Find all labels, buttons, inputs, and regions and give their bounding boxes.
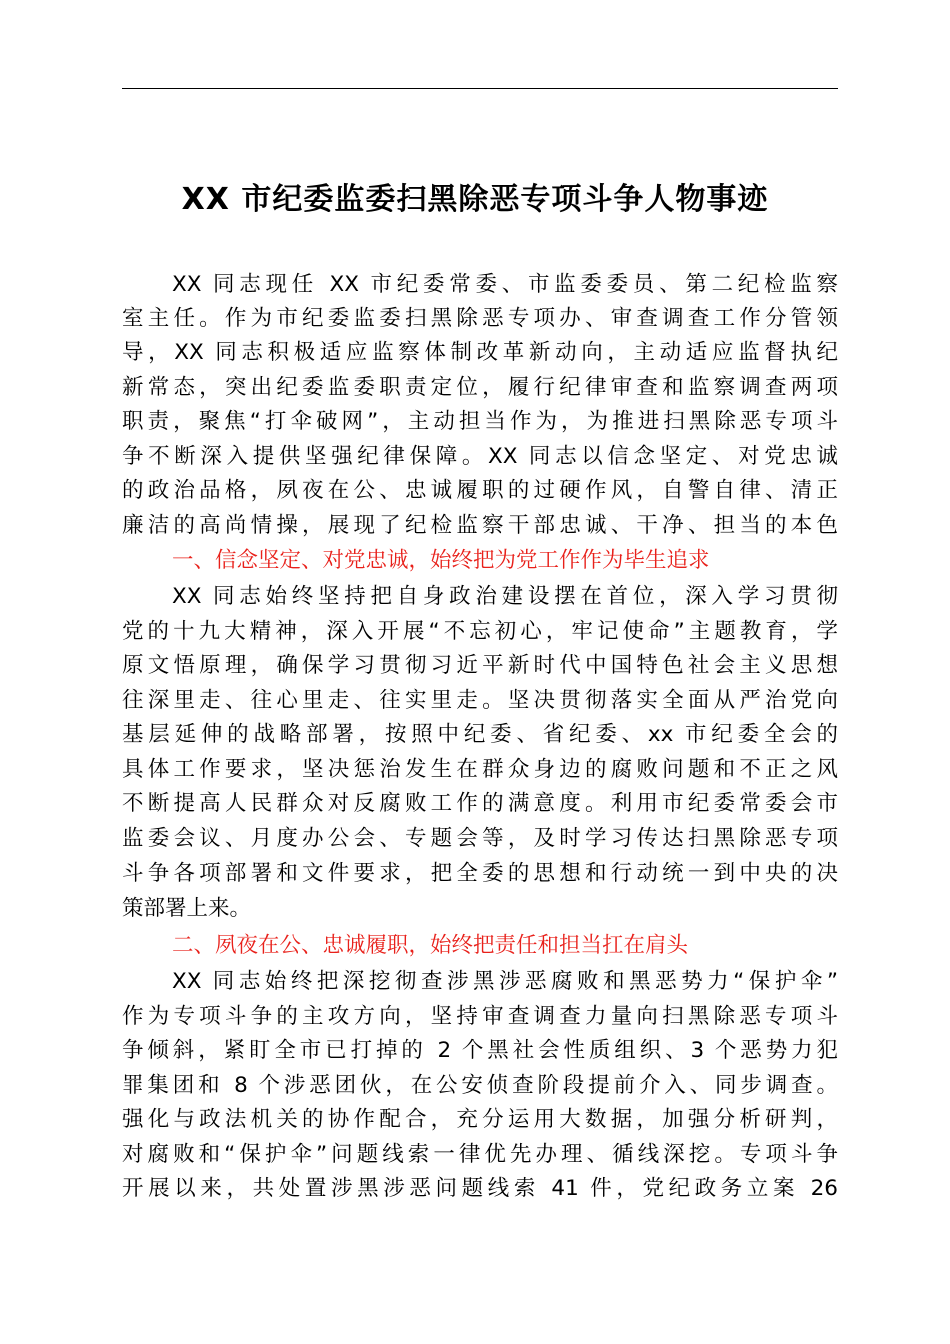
body-line: 室主任。作为市纪委监委扫黑除恶专项办、审查调查工作分管领: [122, 306, 838, 331]
body-line: 原文悟原理，确保学习贯彻习近平新时代中国特色社会主义思想: [122, 653, 838, 678]
section-heading-1: 一、信念坚定、对党忠诚，始终把为党工作作为毕生追求: [172, 548, 710, 573]
body-line: 开展以来，共处置涉黑涉恶问题线索 41 件，党纪政务立案 26: [122, 1176, 838, 1201]
section-heading-2: 二、夙夜在公、忠诚履职，始终把责任和担当扛在肩头: [172, 933, 689, 958]
document-title: XX 市纪委监委扫黑除恶专项斗争人物事迹: [181, 182, 769, 217]
body-line: 导，XX 同志积极适应监察体制改革新动向，主动适应监督执纪: [122, 340, 838, 365]
body-line: 职责，聚焦“打伞破网”，主动担当作为，为推进扫黑除恶专项斗: [122, 409, 838, 434]
body-line: 的政治品格，夙夜在公、忠诚履职的过硬作风，自警自律、清正: [122, 478, 838, 503]
body-line: 斗争各项部署和文件要求，把全委的思想和行动统一到中央的决: [122, 861, 838, 886]
body-line: XX 同志始终坚持把自身政治建设摆在首位，深入学习贯彻: [172, 584, 838, 609]
body-line: 新常态，突出纪委监委职责定位，履行纪律审查和监察调查两项: [122, 375, 838, 400]
body-line: XX 同志始终把深挖彻查涉黑涉恶腐败和黑恶势力“保护伞”: [172, 969, 838, 994]
body-line: 策部署上来。: [122, 896, 252, 921]
header-rule: [122, 88, 838, 89]
body-line: 罪集团和 8 个涉恶团伙，在公安侦查阶段提前介入、同步调查。: [122, 1073, 838, 1098]
body-line: 不断提高人民群众对反腐败工作的满意度。利用市纪委常委会市: [122, 791, 838, 816]
body-line: 监委会议、月度办公会、专题会等，及时学习传达扫黑除恶专项: [122, 826, 838, 851]
body-line: 廉洁的高尚情操，展现了纪检监察干部忠诚、干净、担当的本色: [122, 513, 838, 538]
body-line: 基层延伸的战略部署，按照中纪委、省纪委、xx 市纪委全会的: [122, 722, 838, 747]
body-line: 党的十九大精神，深入开展“不忘初心，牢记使命”主题教育，学: [122, 619, 838, 644]
body-line: 强化与政法机关的协作配合，充分运用大数据，加强分析研判，: [122, 1107, 838, 1132]
body-line: 往深里走、往心里走、往实里走。坚决贯彻落实全面从严治党向: [122, 688, 838, 713]
body-line: 具体工作要求，坚决惩治发生在群众身边的腐败问题和不正之风: [122, 757, 838, 782]
body-line: 争不断深入提供坚强纪律保障。XX 同志以信念坚定、对党忠诚: [122, 444, 838, 469]
body-line: 对腐败和“保护伞”问题线索一律优先办理、循线深挖。专项斗争: [122, 1142, 838, 1167]
body-line: XX 同志现任 XX 市纪委常委、市监委委员、第二纪检监察: [172, 272, 838, 297]
body-line: 作为专项斗争的主攻方向，坚持审查调查力量向扫黑除恶专项斗: [122, 1004, 838, 1029]
body-line: 争倾斜，紧盯全市已打掉的 2 个黑社会性质组织、3 个恶势力犯: [122, 1038, 838, 1063]
